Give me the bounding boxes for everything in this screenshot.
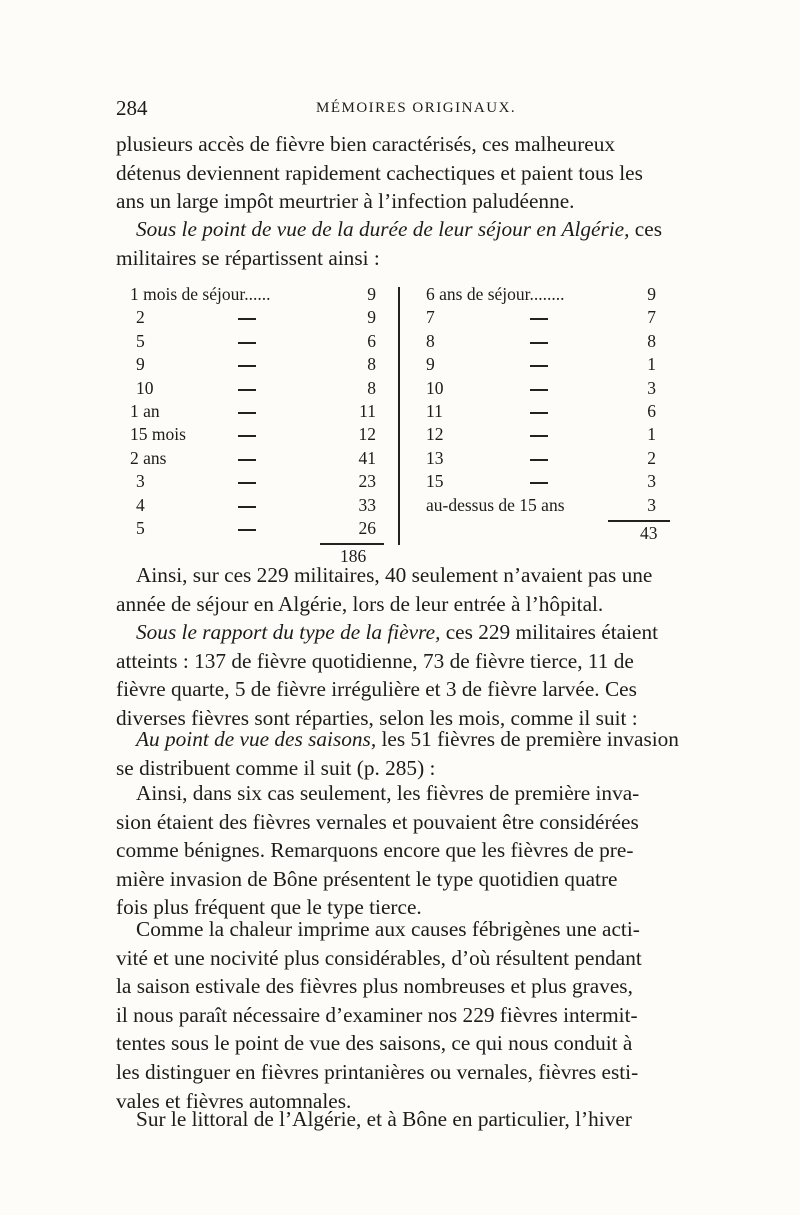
table-row — [130, 423, 390, 446]
row-value: 9 — [647, 284, 656, 304]
page-number: 284 — [116, 96, 148, 120]
table-row — [426, 306, 690, 329]
italic-phrase: Au point de vue des saisons, — [136, 727, 377, 751]
text-fragment: les 51 fièvres de première invasion — [381, 727, 679, 751]
paragraph-7 — [116, 915, 684, 1115]
row-value: 8 — [647, 330, 656, 351]
row-value: 12 — [358, 424, 376, 445]
row-value: 2 — [647, 447, 656, 468]
text-line: Ainsi, dans six cas seulement, les fièvres de première inva- — [136, 781, 640, 805]
table-row — [130, 470, 390, 493]
row-value: 6 — [647, 401, 656, 421]
text-line: la saison estivale des fièvres plus nombreuses et plus graves, — [116, 974, 633, 999]
table-row — [426, 377, 690, 400]
row-label: 9 — [136, 354, 145, 375]
row-value: 3 — [647, 471, 656, 492]
text-line: Ainsi, sur ces 229 militaires, 40 seulement n’avaient pas une — [136, 563, 653, 587]
row-value: 8 — [367, 354, 376, 375]
row-value: 9 — [367, 284, 376, 304]
table-row — [426, 330, 690, 353]
row-label: 10 — [136, 377, 154, 398]
text-line: fièvre quarte, 5 de fièvre irrégulière et 3 de fièvre larvée. Ces — [116, 677, 637, 702]
ditto-dash — [238, 459, 256, 461]
ditto-dash — [238, 529, 256, 531]
table-row — [130, 330, 390, 353]
table-row — [130, 306, 390, 329]
row-label: 15 — [426, 471, 444, 492]
ditto-dash — [238, 506, 256, 508]
paragraph-5 — [116, 725, 684, 782]
table-row — [130, 517, 390, 540]
paragraph-2 — [116, 215, 684, 272]
ditto-dash — [530, 318, 548, 320]
row-label: 11 — [426, 401, 443, 421]
ditto-dash — [530, 342, 548, 344]
text-line: comme bénignes. Remarquons encore que les fièvres de pre- — [116, 838, 634, 863]
row-label: 13 — [426, 447, 444, 468]
ditto-dash — [530, 365, 548, 367]
text-line — [116, 725, 684, 754]
paragraph-4 — [116, 618, 684, 732]
running-head: MÉMOIRES ORIGINAUX. — [316, 100, 517, 116]
text-fragment: ces 229 militaires étaient — [445, 620, 659, 644]
text-line — [116, 215, 684, 244]
text-line: fois plus fréquent que le type tierce. — [116, 895, 422, 920]
text-line: se distribuent comme il suit (p. 285) : — [116, 755, 436, 780]
row-label: 3 — [136, 471, 145, 492]
italic-phrase: Sous le rapport du type de la fièvre, — [136, 620, 441, 644]
row-label: 5 — [136, 518, 145, 538]
ditto-dash — [238, 365, 256, 367]
table-row — [426, 423, 690, 446]
table-row — [130, 494, 390, 517]
row-value: 7 — [647, 307, 656, 328]
left-total: 186 — [340, 546, 367, 567]
row-label: 1 mois de séjour...... — [130, 284, 271, 304]
row-value: 9 — [367, 307, 376, 328]
paragraph-8 — [116, 1105, 684, 1134]
row-value: 41 — [358, 447, 376, 468]
ditto-dash — [530, 412, 548, 414]
right-total: 43 — [640, 523, 658, 543]
ditto-dash — [238, 318, 256, 320]
text-line: ans un large impôt meurtrier à l’infection paludéenne. — [116, 189, 575, 214]
text-line: année de séjour en Algérie, lors de leur entrée à l’hôpital. — [116, 591, 604, 616]
row-label: 12 — [426, 424, 444, 445]
row-value: 1 — [647, 354, 656, 375]
row-value: 23 — [358, 471, 376, 492]
ditto-dash — [530, 389, 548, 391]
ditto-dash — [530, 435, 548, 437]
table-row — [130, 377, 390, 400]
text-line: détenus deviennent rapidement cachectiques et paient tous les — [116, 160, 643, 185]
text-line: Comme la chaleur imprime aux causes fébrigènes une acti- — [136, 917, 640, 941]
table-row — [426, 470, 690, 493]
row-label: 7 — [426, 307, 435, 328]
italic-phrase: Sous le point de vue de la durée de leur séjour en Algérie, — [136, 217, 630, 241]
row-value: 6 — [367, 330, 376, 351]
text-line: Sur le littoral de l’Algérie, et à Bône en particulier, l’hiver — [136, 1107, 632, 1131]
text-line: les distinguer en fièvres printanières ou vernales, fièvres esti- — [116, 1059, 639, 1084]
text-line: militaires se répartissent ainsi : — [116, 245, 380, 270]
text-line: atteints : 137 de fièvre quotidienne, 73 de fièvre tierce, 11 de — [116, 648, 634, 673]
row-value: 26 — [358, 518, 376, 538]
row-label: 4 — [136, 494, 145, 515]
row-value: 3 — [647, 377, 656, 398]
ditto-dash — [238, 482, 256, 484]
row-label: au-dessus de 15 ans — [426, 494, 565, 515]
row-value: 11 — [359, 401, 376, 421]
row-label: 6 ans de séjour........ — [426, 284, 565, 304]
row-label: 5 — [136, 330, 145, 351]
ditto-dash — [238, 389, 256, 391]
table-row — [130, 353, 390, 376]
table-row — [426, 283, 690, 306]
row-label: 1 an — [130, 401, 160, 421]
row-label: 2 — [136, 307, 145, 328]
row-label: 15 mois — [130, 424, 186, 445]
table-row — [426, 400, 690, 423]
text-fragment: ces — [634, 217, 662, 241]
table-row — [130, 283, 390, 306]
text-line: sion étaient des fièvres vernales et pouvaient être considérées — [116, 809, 639, 834]
text-line: tentes sous le point de vue des saisons, ce qui nous conduit à — [116, 1031, 633, 1056]
text-line — [116, 618, 684, 647]
residence-duration-table — [130, 283, 690, 567]
text-line: vité et une nocivité plus considérables, d’où résultent pendant — [116, 945, 642, 970]
column-divider — [398, 287, 400, 545]
paragraph-3 — [116, 561, 684, 618]
text-line: mière invasion de Bône présentent le type quotidien quatre — [116, 866, 618, 891]
row-value: 8 — [367, 377, 376, 398]
text-line: plusieurs accès de fièvre bien caractérisés, ces malheureux — [116, 132, 616, 156]
row-value: 3 — [647, 494, 656, 515]
row-label: 2 ans — [130, 447, 167, 468]
ditto-dash — [530, 459, 548, 461]
text-line: il nous paraît nécessaire d’examiner nos 229 fièvres intermit- — [116, 1002, 638, 1027]
table-row — [426, 353, 690, 376]
ditto-dash — [238, 435, 256, 437]
table-row — [426, 494, 690, 517]
table-row — [130, 400, 390, 423]
ditto-dash — [238, 412, 256, 414]
row-value: 1 — [647, 424, 656, 445]
table-row — [426, 447, 690, 470]
ditto-dash — [530, 482, 548, 484]
paragraph-1 — [116, 130, 684, 216]
text-line: vales et fièvres automnales. — [116, 1088, 352, 1113]
table-row — [130, 447, 390, 470]
row-label: 10 — [426, 377, 444, 398]
paragraph-6 — [116, 779, 684, 922]
row-value: 33 — [358, 494, 376, 515]
row-label: 8 — [426, 330, 435, 351]
page-header — [116, 96, 686, 126]
text-line: diverses fièvres sont réparties, selon les mois, comme il suit : — [116, 705, 638, 730]
ditto-dash — [238, 342, 256, 344]
row-label: 9 — [426, 354, 435, 375]
